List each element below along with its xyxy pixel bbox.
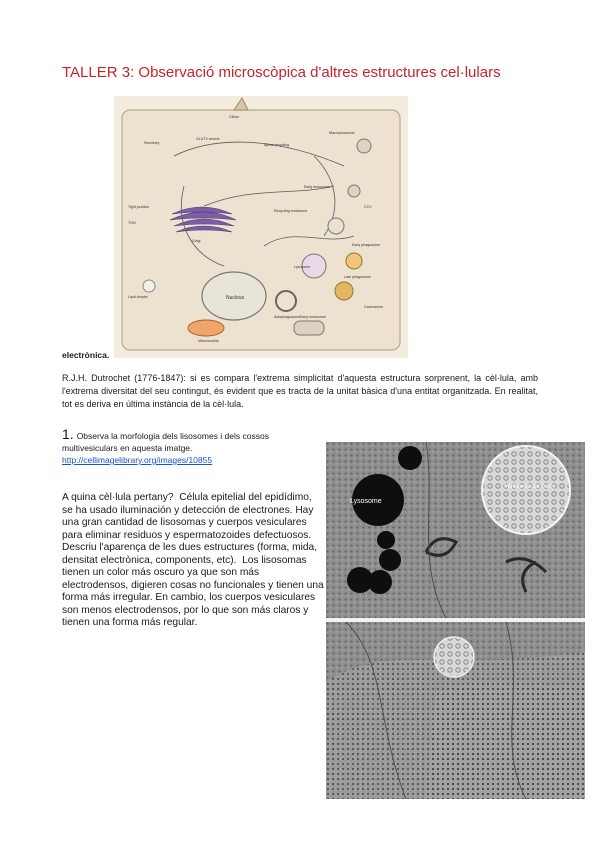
page-title: TALLER 3: Observació microscòpica d'altres estructures cel·lulars xyxy=(62,64,501,81)
exercise-1 xyxy=(62,428,324,466)
svg-text:Cilium: Cilium xyxy=(229,115,239,119)
svg-text:Early phagosome: Early phagosome xyxy=(352,243,380,247)
svg-text:Autophagosome: Autophagosome xyxy=(274,315,301,319)
question-2: Descriu l'aparença de les dues estructures (forma, mida, densitat electrònica, components, etc). xyxy=(62,542,318,566)
svg-text:CCV: CCV xyxy=(364,205,372,209)
svg-text:Apical recycling: Apical recycling xyxy=(264,143,289,147)
svg-text:GLUT4 vesicle: GLUT4 vesicle xyxy=(196,137,220,141)
svg-text:TGN: TGN xyxy=(128,221,136,225)
multivesicular-body-label: Multivesicular body xyxy=(504,484,556,490)
question-1: A quina cèl·lula pertany? xyxy=(62,492,174,503)
svg-text:Macropinosome: Macropinosome xyxy=(329,131,355,135)
svg-text:Lysosome: Lysosome xyxy=(294,265,311,269)
answer-1: Célula epitelial del epidídimo, se ha usado iluminación y detección de electrones. Hay una gran cantidad de lisosomas y cuerpos vesiculares para eliminar residuos y espermatozoides defectuosos. xyxy=(62,492,314,541)
exercise-number: 1. xyxy=(62,426,74,442)
svg-text:Lipid droplet: Lipid droplet xyxy=(128,295,148,299)
svg-text:Nucleus: Nucleus xyxy=(226,295,245,301)
cell-trafficking-diagram xyxy=(114,96,408,358)
exercise-instruction: Observa la morfologia dels lisosomes i dels cossos multivesiculars en aquesta imatge. xyxy=(62,431,269,453)
answer-block xyxy=(62,492,324,630)
svg-text:Mitochondria: Mitochondria xyxy=(198,339,219,343)
svg-text:Early endosome: Early endosome xyxy=(304,185,330,189)
answer-2: Los lisosomas tienen un color más oscuro ya que son más electrodensos, digieren cosas no funcionales y tienen una forma más irregular. En cambio, los cuerpos vesiculares son menos electrodensos, por lo que son más claros y tienen una forma más regular. xyxy=(62,554,324,628)
svg-text:Recycling endosome: Recycling endosome xyxy=(274,209,308,213)
dutrochet-quote: R.J.H. Dutrochet (1776-1847): si es compara l'extrema simplicitat d'aquesta estructura sorprenent, la cèl·lula, amb l'extrema diversitat del seu contingut, és evident que es tracta de la unitat bàsica d'una entitat organitzada. En realitat, tot es deriva en última instància de la cèl·lula. xyxy=(62,373,538,409)
svg-text:Caveosome: Caveosome xyxy=(364,305,384,309)
electron-micrograph xyxy=(326,442,585,799)
diagram-caption-end: electrònica. xyxy=(62,350,110,360)
lysosome-label: Lysosome xyxy=(350,498,382,505)
image-library-link[interactable]: http://cellimagelibrary.org/images/10855 xyxy=(62,455,213,465)
svg-text:Late phagosome: Late phagosome xyxy=(344,275,371,279)
svg-text:Golgi: Golgi xyxy=(192,239,201,243)
svg-text:Secretory: Secretory xyxy=(144,141,160,145)
svg-text:Tight junction: Tight junction xyxy=(128,205,150,209)
svg-text:Early endosome: Early endosome xyxy=(300,315,326,319)
